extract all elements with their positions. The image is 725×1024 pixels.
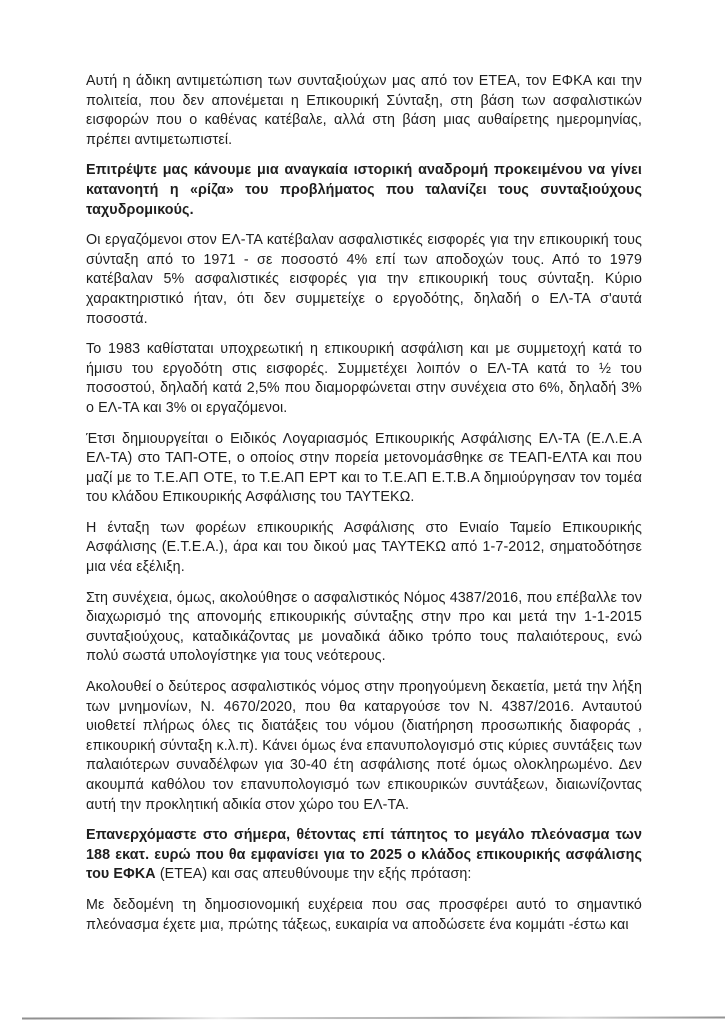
paragraph-law-4670-2020: Ακολουθεί ο δεύτερος ασφαλιστικός νόμος στην προηγούμενη δεκαετία, μετά την λήξη των μνημονίων, Ν. 4670/2020, που θα καταργούσε τον Ν. 4387/2016. Ανταυτού υιοθετεί πλήρως όλες τις διατάξεις του νόμου (διατήρηση προσωπικής διαφοράς , επικουρική σύνταξη κ.λ.π). Κάνει όμως ένα επανυπολογισμό στις κύριες συντάξεις των παλαιότερων συναδέλφων για 30-40 έτη ασφάλισης ποτέ όμως ολοκληρωμένο. Δεν ακουμπά καθόλου τον επανυπολογισμό των επικουρικών συντάξεων, διαιωνίζοντας αυτή την προκλητική αδικία στον χώρο του ΕΛ-ΤΑ.	[86, 679, 642, 813]
paragraph-surplus-proposal-bold-part: Επανερχόμαστε στο σήμερα, θέτοντας επί τάπητος το μεγάλο πλεόνασμα των 188 εκατ. ευρώ που θα εμφανίσει για το 2025 ο κλάδος επικουρικής ασφάλισης του ΕΦΚΑ	[86, 827, 642, 883]
paragraph-historical-review-heading: Επιτρέψτε μας κάνουμε μια αναγκαία ιστορική αναδρομή προκειμένου να γίνει κατανοητή η «ρίζα» του προβλήματος που ταλανίζει τους συνταξιούχους ταχυδρομικούς.	[86, 162, 642, 218]
paragraph-etea-integration: Η ένταξη των φορέων επικουρικής Ασφάλισης στο Ενιαίο Ταμείο Επικουρικής Ασφάλισης (Ε.Τ.Ε.Α.), άρα και του δικού μας ΤΑΥΤΕΚΩ από 1-7-2012, σηματοδότησε μια νέα εξέλιξη.	[86, 519, 642, 576]
paragraph-1983-mandatory-insurance: Το 1983 καθίσταται υποχρεωτική η επικουρική ασφάλιση και με συμμετοχή κατά το ήμισυ του εργοδότη στις εισφορές. Συμμετέχει λοιπόν ο ΕΛ-ΤΑ κατά το ½ του ποσοστού, δηλαδή κατά 2,5% που διαμορφώνεται στην συνέχεια στο 6%, δηλαδή 3% ο ΕΛ-ΤΑ και 3% οι εργαζόμενοι.	[86, 341, 642, 416]
paragraph-fiscal-opportunity: Με δεδομένη τη δημοσιονομική ευχέρεια που σας προσφέρει αυτό το σημαντικό πλεόνασμα έχετε μια, πρώτης τάξεως, ευκαιρία να αποδώσετε ένα κομμάτι -έστω και	[86, 896, 642, 933]
paragraph-law-4387-2016: Στη συνέχεια, όμως, ακολούθησε ο ασφαλιστικός Νόμος 4387/2016, που επέβαλλε τον διαχωρισμό της απονομής επικουρικής σύνταξης στην προ και μετά την 1-1-2015 συνταξιούχους, καταδικάζοντας με μοναδικά άδικο τρόπο τους παλαιότερους, ενώ πολύ σωστά υπολογίστηκε για τους νεότερους.	[86, 589, 642, 665]
paragraph-contributions-1971: Οι εργαζόμενοι στον ΕΛ-ΤΑ κατέβαλαν ασφαλιστικές εισφορές για την επικουρική τους σύνταξη από το 1971 - σε ποσοστό 4% επί των αποδοχών τους. Από το 1979 κατέβαλαν 5% ασφαλιστικές εισφορές για την επικουρική τους σύνταξη. Κύριο χαρακτηριστικό ήταν, ότι δεν συμμετείχε ο εργοδότης, δηλαδή ο ΕΛ-ΤΑ σ'αυτά ποσοστά.	[86, 232, 642, 327]
paragraph-surplus-proposal	[86, 826, 642, 885]
paragraph-special-account-creation: Έτσι δημιουργείται ο Ειδικός Λογαριασμός Επικουρικής Ασφάλισης ΕΛ-ΤΑ (Ε.Λ.Ε.Α ΕΛ-ΤΑ) στο ΤΑΠ-ΟΤΕ, ο οποίος στην πορεία μετονομάσθηκε σε ΤΕΑΠ-ΕΛΤΑ και που μαζί με το Τ.Ε.ΑΠ ΟΤΕ, το Τ.Ε.ΑΠ ΕΡΤ και το Τ.Ε.ΑΠ Ε.Τ.Β.Α δημιούργησαν τον τομέα του κλάδου Επικουρικής Ασφάλισης του ΤΑΥΤΕΚΩ.	[86, 430, 642, 506]
paragraph-surplus-proposal-regular-part: (ΕΤΕΑ) και σας απευθύνουμε την εξής πρόταση:	[159, 866, 472, 883]
document-body	[86, 72, 642, 946]
page-bottom-scan-line	[22, 1017, 725, 1020]
paragraph-intro-injustice: Αυτή η άδικη αντιμετώπιση των συνταξιούχων μας από τον ΕΤΕΑ, τον ΕΦΚΑ και την πολιτεία, που δεν απονέμεται η Επικουρική Σύνταξη, στη βάση των ασφαλιστικών εισφορών που ο καθένας κατέβαλε, αλλά στη βάση μιας αυθαίρετης ημερομηνίας, πρέπει αντιμετωπιστεί.	[86, 73, 642, 148]
